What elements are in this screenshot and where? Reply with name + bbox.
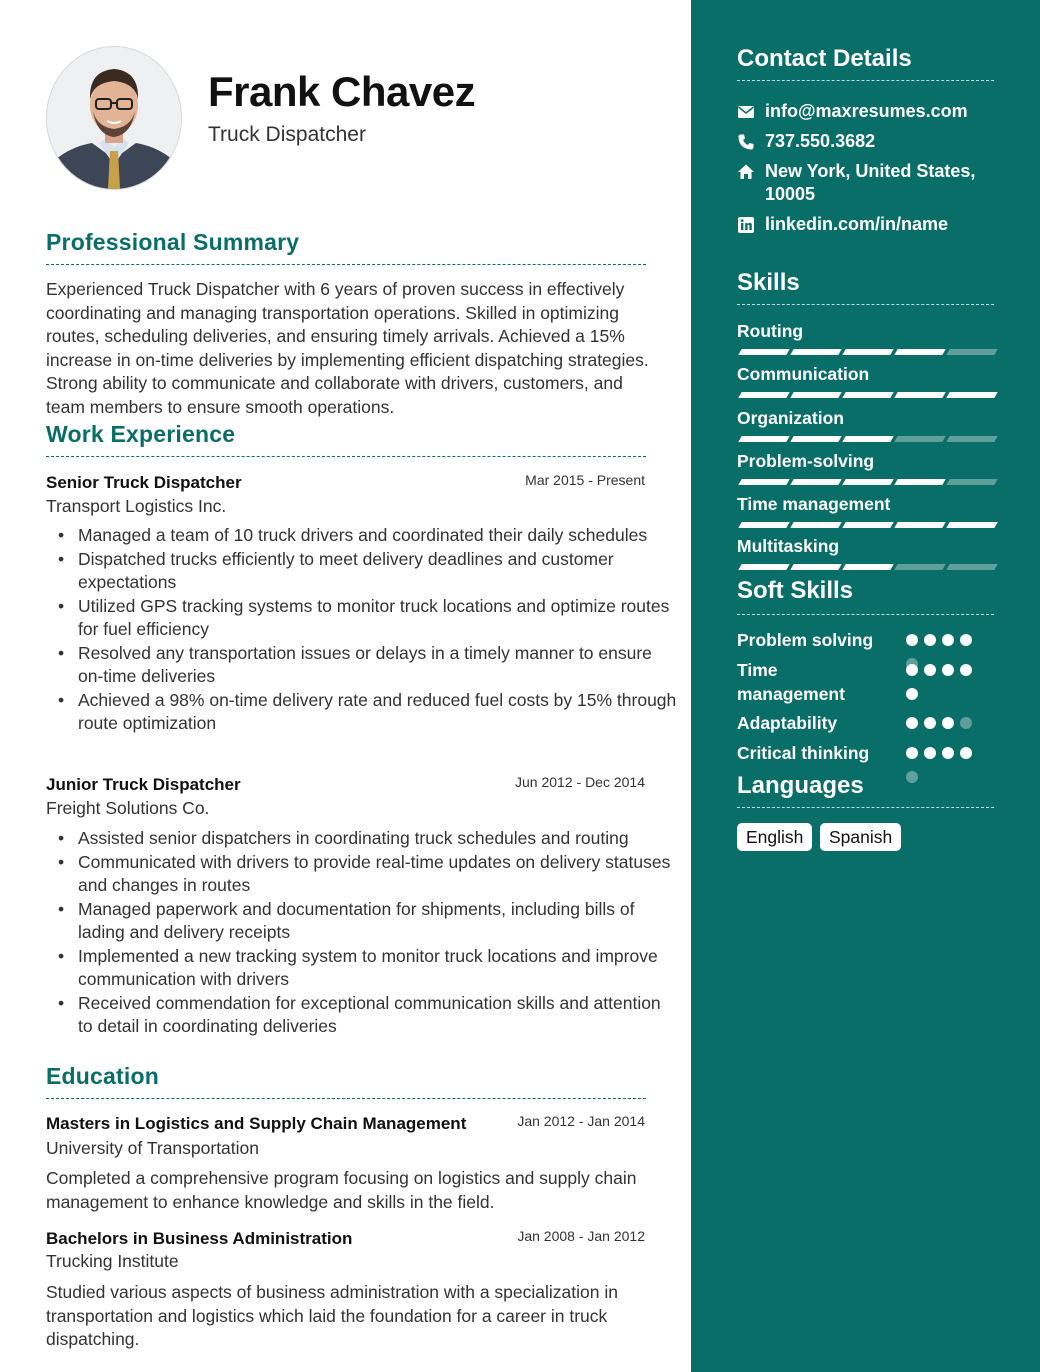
section-divider xyxy=(737,80,994,81)
language-badge: Spanish xyxy=(820,823,901,851)
rating-dot-filled xyxy=(960,664,972,676)
skill-bar xyxy=(737,436,994,443)
list-item: • Managed paperwork and documentation for shipments, including bills of lading and delivery receipts xyxy=(78,898,678,945)
school-name: Trucking Institute xyxy=(46,1251,179,1271)
degree-dates: Jan 2012 - Jan 2014 xyxy=(517,1113,645,1129)
soft-skill-name: Time management xyxy=(737,660,845,704)
job-bullets xyxy=(46,524,678,736)
experience-heading: Work Experience xyxy=(46,421,236,447)
languages-heading: Languages xyxy=(737,772,864,799)
job-company: Freight Solutions Co. xyxy=(46,798,210,818)
skill-name: Problem-solving xyxy=(737,451,875,471)
soft-skill-name: Adaptability xyxy=(737,713,838,733)
language-badge: English xyxy=(737,823,812,851)
skill-name: Communication xyxy=(737,364,870,384)
rating-dot-filled xyxy=(906,634,918,646)
degree-title: Masters in Logistics and Supply Chain Management xyxy=(46,1114,467,1133)
rating-dot-filled xyxy=(960,634,972,646)
avatar xyxy=(46,46,182,190)
skill-segment-empty xyxy=(894,436,945,442)
section-divider xyxy=(46,1098,646,1099)
skill-segment-filled xyxy=(842,479,893,485)
skill-segment-filled xyxy=(738,479,789,485)
section-divider xyxy=(737,304,994,305)
list-item: • Assisted senior dispatchers in coordinating truck schedules and routing xyxy=(78,827,678,851)
rating-dot-filled xyxy=(942,747,954,759)
skill-segment-filled xyxy=(842,564,893,570)
skill-segment-filled xyxy=(738,564,789,570)
skill-name: Organization xyxy=(737,408,844,428)
skill-segment-filled xyxy=(790,436,841,442)
skill-bar xyxy=(737,392,994,399)
skill-name: Routing xyxy=(737,321,804,341)
list-item: • Achieved a 98% on-time delivery rate and reduced fuel costs by 15% through route optimization xyxy=(78,689,678,736)
job-title: Junior Truck Dispatcher xyxy=(46,775,241,794)
skill-bar xyxy=(737,522,994,529)
skill-bar xyxy=(737,349,994,356)
soft-skill-name: Problem solving xyxy=(737,630,874,650)
summary-text: Experienced Truck Dispatcher with 6 years of proven success in effectively coordinating and managing transportation operations. Skilled in optimizing routes, scheduling deliveries, and ensuring timely arrivals. Achieved a 15% increase in on-time deliveries by implementing efficient dispatching strategies. Strong ability to communicate and collaborate with drivers, customers, and team members to ensure smooth operations. xyxy=(46,279,649,417)
degree-description: Studied various aspects of business administration with a specialization in transportation and logistics which laid the foundation for a career in truck dispatching. xyxy=(46,1282,618,1349)
job-dates: Jun 2012 - Dec 2014 xyxy=(515,774,645,790)
job-company: Transport Logistics Inc. xyxy=(46,496,227,516)
list-item: • Dispatched trucks efficiently to meet delivery deadlines and customer expectations xyxy=(78,548,678,595)
skill-segment-filled xyxy=(842,522,893,528)
skill-segment-filled xyxy=(738,436,789,442)
section-divider xyxy=(46,264,646,265)
skill-segment-filled xyxy=(738,522,789,528)
skill-segment-filled xyxy=(790,564,841,570)
skill-name: Time management xyxy=(737,494,891,514)
rating-dot-filled xyxy=(960,747,972,759)
contact-heading: Contact Details xyxy=(737,45,912,72)
rating-dot-filled xyxy=(942,634,954,646)
section-divider xyxy=(46,456,646,457)
skill-segment-filled xyxy=(790,522,841,528)
rating-dot-filled xyxy=(906,688,918,700)
section-divider xyxy=(737,807,994,808)
rating-dot-filled xyxy=(906,664,918,676)
rating-dot-filled xyxy=(924,664,936,676)
skills-heading: Skills xyxy=(737,269,800,296)
school-name: University of Transportation xyxy=(46,1138,260,1158)
skill-segment-filled xyxy=(738,392,789,398)
skill-bar xyxy=(737,564,994,571)
person-photo-icon xyxy=(47,47,181,189)
job-bullets xyxy=(46,827,678,1039)
rating-dot-filled xyxy=(924,634,936,646)
degree-description: Completed a comprehensive program focusing on logistics and supply chain management to enhance knowledge and skills in the field. xyxy=(46,1168,637,1212)
skill-segment-filled xyxy=(842,392,893,398)
sidebar xyxy=(691,0,1040,1372)
candidate-job-title: Truck Dispatcher xyxy=(208,123,366,146)
skill-segment-empty xyxy=(946,564,997,570)
skill-segment-filled xyxy=(894,349,945,355)
rating-dot-filled xyxy=(924,747,936,759)
linkedin-text: linkedin.com/in/name xyxy=(765,214,949,234)
list-item: • Communicated with drivers to provide real-time updates on delivery statuses and changes in routes xyxy=(78,851,678,898)
skill-segment-filled xyxy=(894,522,945,528)
list-item: • Managed a team of 10 truck drivers and coordinated their daily schedules xyxy=(78,524,678,548)
linkedin-icon xyxy=(737,216,755,234)
education-heading: Education xyxy=(46,1063,159,1089)
skill-segment-filled xyxy=(738,349,789,355)
email-text: info@maxresumes.com xyxy=(765,101,968,121)
skill-segment-empty xyxy=(894,564,945,570)
degree-title: Bachelors in Business Administration xyxy=(46,1229,353,1248)
contact-email[interactable] xyxy=(737,100,997,124)
skill-segment-filled xyxy=(790,349,841,355)
candidate-name: Frank Chavez xyxy=(208,68,476,115)
skill-name: Multitasking xyxy=(737,536,840,556)
skill-segment-empty xyxy=(946,349,997,355)
phone-icon xyxy=(737,133,755,151)
rating-dot-empty xyxy=(960,717,972,729)
skill-segment-filled xyxy=(894,392,945,398)
rating-dot-filled xyxy=(942,664,954,676)
skill-segment-filled xyxy=(790,479,841,485)
contact-linkedin[interactable] xyxy=(737,213,997,237)
skill-segment-empty xyxy=(946,436,997,442)
section-divider xyxy=(737,614,994,615)
skill-segment-filled xyxy=(894,479,945,485)
job-dates: Mar 2015 - Present xyxy=(525,472,645,488)
skill-bar xyxy=(737,479,994,486)
list-item: • Utilized GPS tracking systems to monitor truck locations and optimize routes for fuel efficiency xyxy=(78,595,678,642)
skill-segment-empty xyxy=(946,479,997,485)
skill-segment-filled xyxy=(842,436,893,442)
skill-segment-filled xyxy=(946,522,997,528)
skill-segment-filled xyxy=(842,349,893,355)
soft-skills-heading: Soft Skills xyxy=(737,577,854,604)
summary-heading: Professional Summary xyxy=(46,229,300,255)
job-title: Senior Truck Dispatcher xyxy=(46,473,242,492)
skill-segment-filled xyxy=(946,392,997,398)
degree-dates: Jan 2008 - Jan 2012 xyxy=(517,1228,645,1244)
rating-dot-filled xyxy=(924,717,936,729)
rating-dot-empty xyxy=(906,771,918,783)
home-icon xyxy=(737,163,755,181)
list-item: • Implemented a new tracking system to monitor truck locations and improve communication with drivers xyxy=(78,945,678,992)
address-text: New York, United States, 10005 xyxy=(765,161,976,204)
rating-dot-filled xyxy=(906,747,918,759)
contact-address xyxy=(737,160,997,208)
list-item: • Resolved any transportation issues or delays in a timely manner to ensure on-time deliveries xyxy=(78,642,678,689)
contact-phone[interactable] xyxy=(737,130,997,154)
skill-segment-filled xyxy=(790,392,841,398)
list-item: • Received commendation for exceptional communication skills and attention to detail in coordinating deliveries xyxy=(78,992,678,1039)
rating-dot-filled xyxy=(942,717,954,729)
soft-skill-name: Critical thinking xyxy=(737,743,870,763)
phone-text: 737.550.3682 xyxy=(765,131,876,151)
envelope-icon xyxy=(737,103,755,121)
rating-dot-filled xyxy=(906,717,918,729)
